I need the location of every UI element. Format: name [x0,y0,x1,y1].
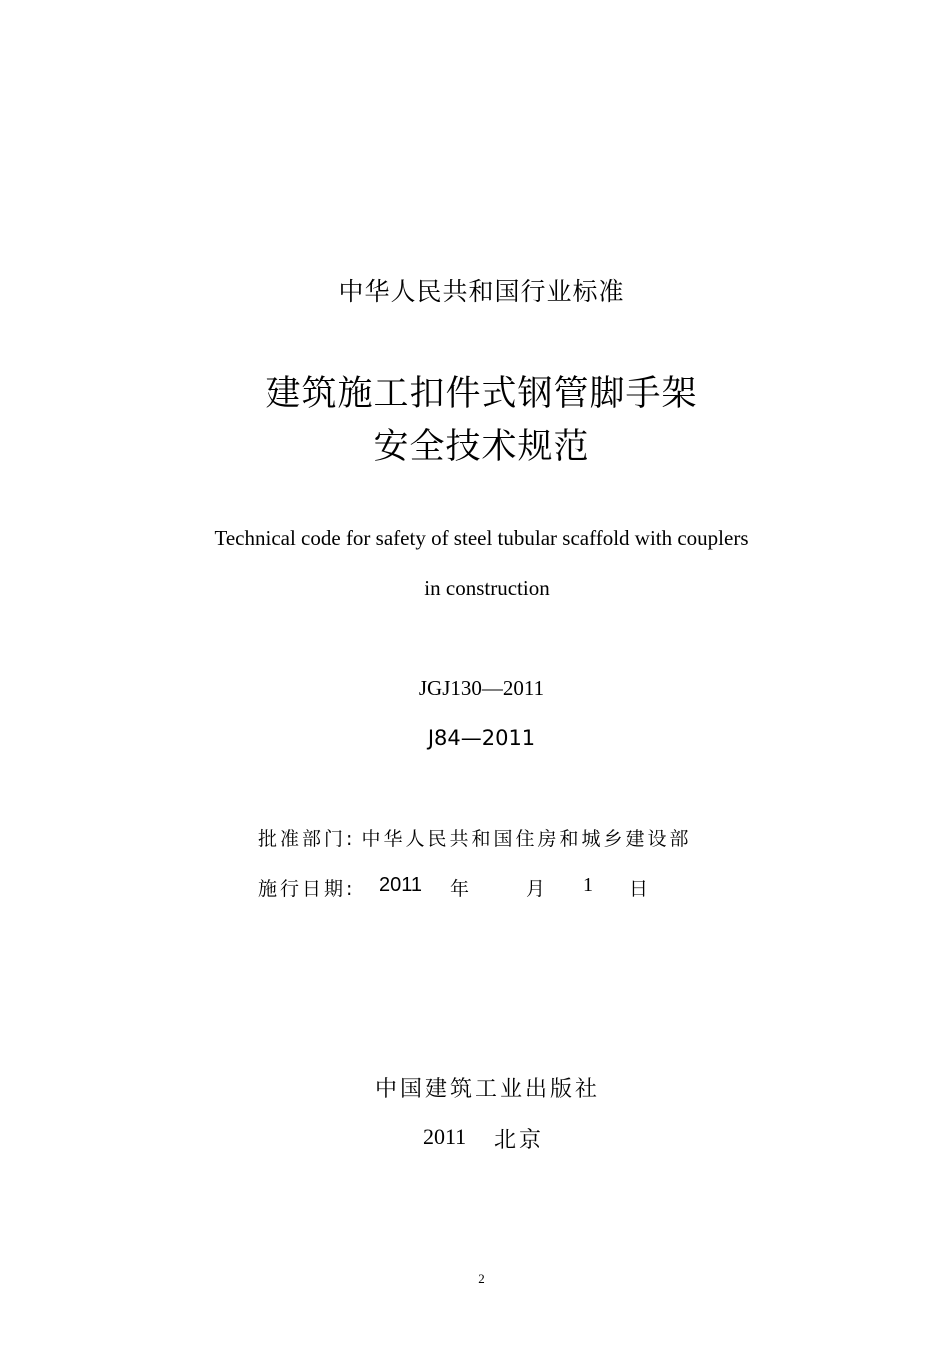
effective-date-year: 2011 [379,874,423,896]
document-title-line-1: 建筑施工扣件式钢管脚手架 [265,374,698,414]
effective-date-day: 1 [583,874,593,896]
effective-date-day-unit: 日 [629,878,649,900]
approval-value: 中华人民共和国住房和城乡建设部 [361,828,692,850]
english-title-line-1: Technical code for safety of steel tubular scaffold with couplers [214,526,749,550]
english-title-line-2: in construction [424,576,550,600]
approval-row [258,824,691,851]
effective-date-month-unit: 月 [526,878,546,900]
approval-label: 批准部门: [258,828,356,850]
publication-place: 北京 [494,1128,545,1153]
document-title-line-2: 安全技术规范 [373,427,590,467]
industry-standard-heading: 中华人民共和国行业标准 [338,277,625,306]
publication-year: 2011 [423,1124,467,1149]
publisher-name: 中国建筑工业出版社 [375,1077,601,1102]
standard-code-secondary: J84—2011 [427,726,536,750]
effective-date-label: 施行日期: [258,878,356,900]
effective-date-year-unit: 年 [450,878,470,900]
page-number: 2 [478,1271,485,1286]
standard-code-primary: JGJ130—2011 [418,676,545,700]
